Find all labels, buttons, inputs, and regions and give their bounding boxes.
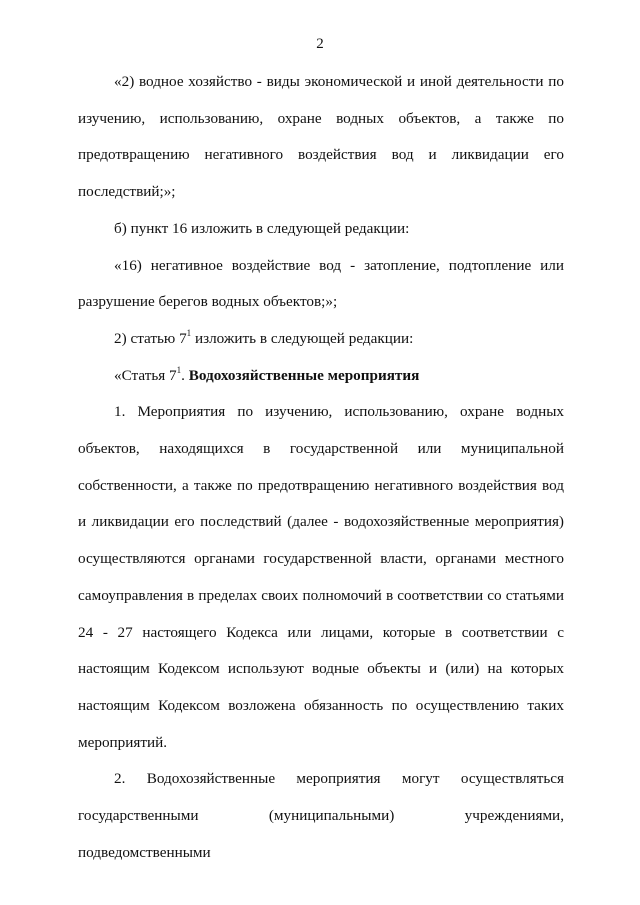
paragraph-article-clause-2: 2. Водохозяйственные мероприятия могут осуществляться государственными (муниципальными) учреждениями, подведомственными xyxy=(78,770,564,861)
article-title: Водохозяйственные мероприятия xyxy=(188,366,420,384)
paragraph-article-7-1-heading xyxy=(78,358,564,395)
paragraph-item-16-instruction: б) пункт 16 изложить в следующей редакции: xyxy=(114,219,410,237)
superscript: 1 xyxy=(176,364,182,375)
paragraph-article-clause-1: 1. Мероприятия по изучению, использованию, охране водных объектов, находящихся в государственной или муниципальной собственности, а также по предотвращению негативного воздействия вод и ликвидации его последствий (далее - водохозяйственные мероприятия) осуществляются органами государственной власти, органами местного самоуправления в пределах своих полномочий в соответствии со статьями 24 - 27 настоящего Кодекса или лицами, которые в соответствии с настоящим Кодексом используют водные объекты и (или) на которых настоящим Кодексом возложена обязанность по осуществлению таких мероприятий. xyxy=(78,403,564,751)
paragraph-water-management-definition: «2) водное хозяйство - виды экономической и иной деятельности по изучению, использованию, охране водных объектов, а также по предотвращению негативного воздействия вод и ликвидации его последствий;»; xyxy=(78,73,564,201)
page-number: 2 xyxy=(316,36,324,52)
document-body xyxy=(78,64,564,871)
paragraph-negative-impact-definition: «16) негативное воздействие вод - затопление, подтопление или разрушение берегов водных объектов;»; xyxy=(78,256,564,311)
text-segment: изложить в следующей редакции: xyxy=(191,329,414,347)
text-segment: . xyxy=(181,366,189,384)
paragraph-article-7-1-instruction xyxy=(78,321,564,358)
text-segment: «Статья 7 xyxy=(114,366,177,384)
text-segment: 2) статью 7 xyxy=(114,329,187,347)
superscript: 1 xyxy=(186,327,192,338)
